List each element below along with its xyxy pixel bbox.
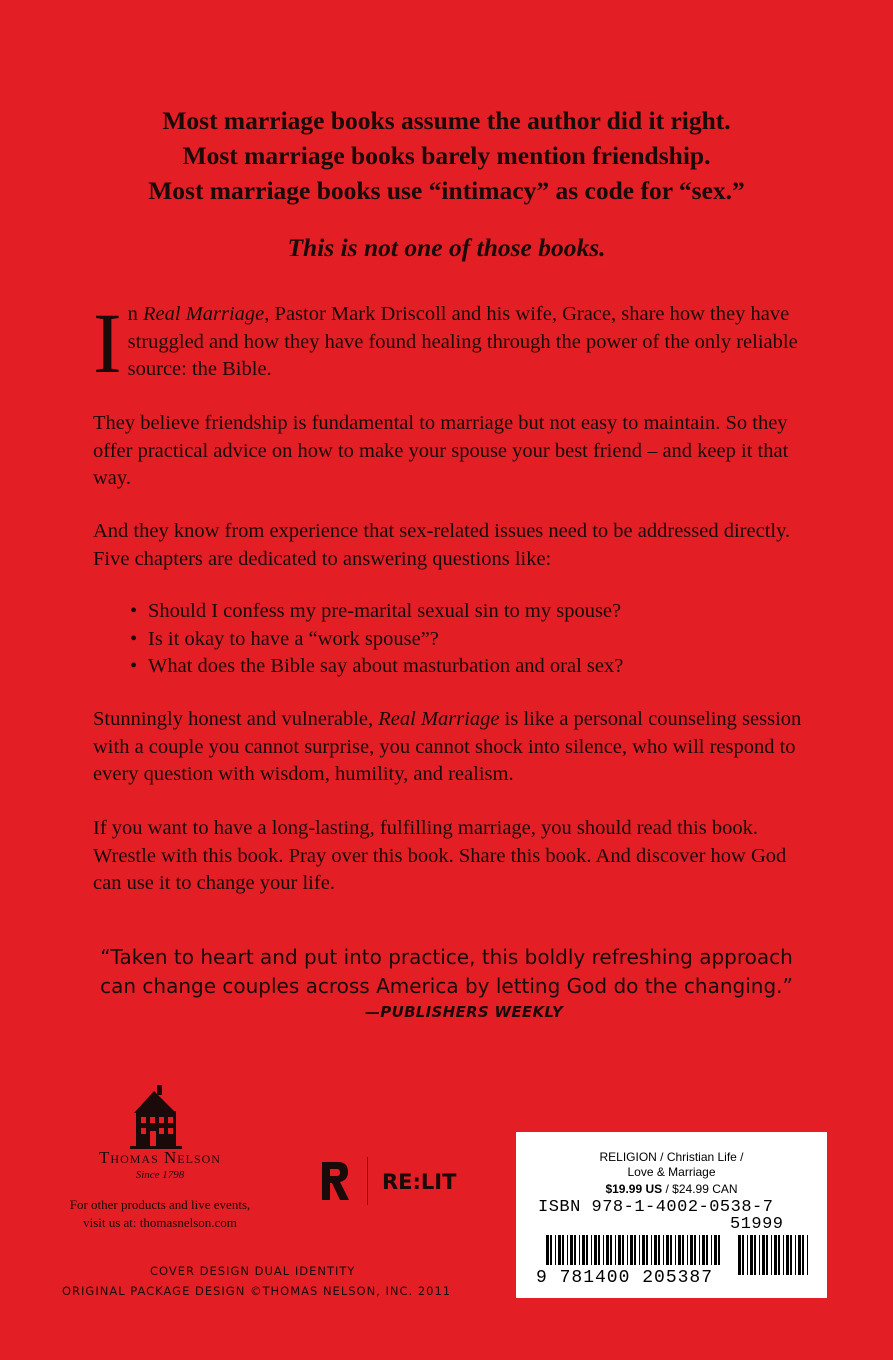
imprint-name: RE:LIT — [382, 1170, 457, 1194]
paragraph-closing: If you want to have a long-lasting, fulfilling marriage, you should read this book. Wrestle with this book. Pray over this book. Share this book. And discover how God can use it to change your life. — [93, 817, 787, 894]
question-list — [130, 598, 623, 681]
book-title: Real Marriage — [143, 303, 265, 325]
list-item: • What does the Bible say about masturbation and oral sex? — [130, 655, 624, 677]
paragraph-friendship: They believe friendship is fundamental to marriage but not easy to maintain. So they offer practical advice on how to make your spouse your best friend – and keep it that way. — [93, 412, 789, 489]
credit-package-design: ORIGINAL PACKAGE DESIGN ©THOMAS NELSON, INC. 2011 — [62, 1284, 452, 1298]
publisher-since: Since 1798 — [135, 1169, 185, 1181]
headline-line-3: Most marriage books use “intimacy” as code for “sex.” — [148, 176, 745, 205]
tagline: This is not one of those books. — [287, 233, 606, 262]
bisac-category: RELIGION / Christian Life / Love & Marriage — [599, 1150, 744, 1179]
drop-cap: I — [93, 295, 122, 391]
price: $19.99 US / $24.99 CAN — [605, 1182, 738, 1196]
publisher-info: For other products and live events, visit us at: thomasnelson.com — [69, 1197, 251, 1230]
ean-digits: 9 781400 205387 — [536, 1268, 714, 1288]
headline-line-2: Most marriage books barely mention friendship. — [182, 141, 711, 170]
review-quote: “Taken to heart and put into practice, this boldly refreshing approach can change couples across America by letting God do the changing.” — [100, 945, 793, 998]
publisher-name: Thomas Nelson — [99, 1148, 221, 1167]
re-lit-r-logo-icon — [320, 1160, 350, 1202]
book-title: Real Marriage — [378, 708, 500, 730]
logo-divider — [367, 1157, 368, 1205]
credit-cover-design: COVER DESIGN DUAL IDENTITY — [150, 1264, 356, 1278]
paragraph-intro: In Real Marriage, Pastor Mark Driscoll and his wife, Grace, share how they have struggled and how they have found healing through the power of the only reliable source: the Bible. — [93, 295, 798, 391]
price-code: 51999 — [730, 1215, 784, 1234]
barcode-label — [516, 1132, 827, 1298]
price-barcode-icon — [738, 1235, 810, 1275]
headline-line-1: Most marriage books assume the author did it right. — [162, 106, 731, 135]
list-item: • Should I confess my pre-marital sexual sin to my spouse? — [130, 600, 622, 622]
thomas-nelson-house-icon — [130, 1085, 182, 1149]
paragraph-honest: Stunningly honest and vulnerable, Real Marriage is like a personal counseling session with a couple you cannot surprise, you cannot shock into silence, who will respond to every question with wisdom, humility, and realism. — [93, 708, 802, 785]
isbn-number: ISBN 978-1-4002-0538-7 — [538, 1198, 774, 1217]
quote-attribution: —PUBLISHERS WEEKLY — [365, 1003, 564, 1021]
headline-block — [0, 103, 893, 208]
list-item: • Is it okay to have a “work spouse”? — [130, 627, 439, 650]
paragraph-issues: And they know from experience that sex-related issues need to be addressed directly. Five chapters are dedicated to answering questions like: — [93, 520, 791, 570]
